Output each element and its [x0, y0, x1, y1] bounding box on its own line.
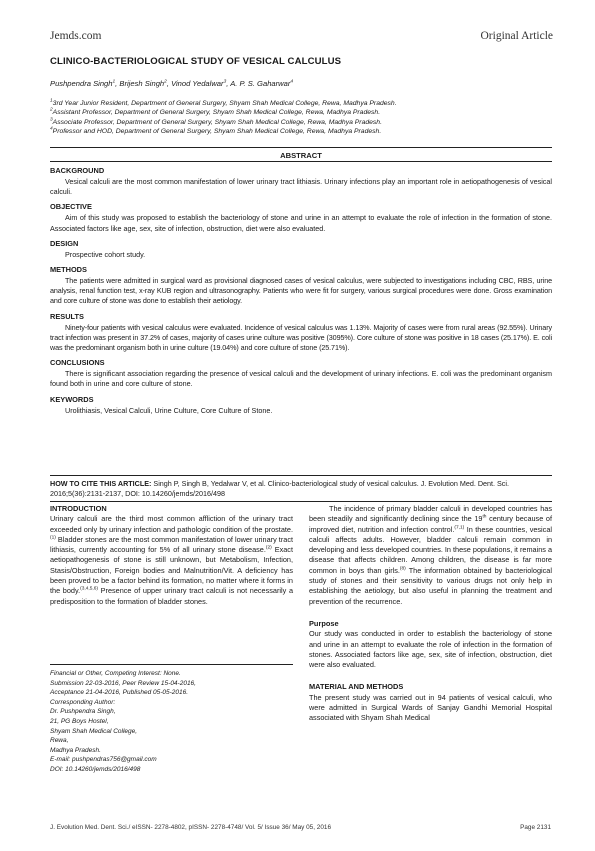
abstract-section-heading: OBJECTIVE	[50, 202, 92, 212]
footer-citation: J. Evolution Med. Dent. Sci./ eISSN- 2278-4802, pISSN- 2278-4748/ Vol. 5/ Issue 36/ May 05, 2016	[50, 824, 331, 831]
intro-paragraph: Urinary calculi are the third most common affliction of the urinary tract exceeded only by urinary infection and pathologic condition of the prostate.$^{(1)}$ Bladder stones are the most common manifestation of lower urinary tract lithiasis, currently accounting for 5% of all urinary stone disease.$^{(2)}$ Exact aetiopathogenesis of stone is still unknown, but Metabolism, Infection, Stasis/Obstruction, Foreign bodies and Malnutrition/Vit. A deficiency has been proved to be a factor behind its formation, no matter where it forms in the body.$^{(3,4,5,6)}$ Presence of upper urinary tract calculi is not necessarily a predisposition to the formation of bladder stones.	[50, 514, 293, 606]
affiliation: $^4$Professor and HOD, Department of General Surgery, Shyam Shah Medical College, Rewa, Madhya Pradesh.	[50, 126, 382, 135]
divider	[50, 475, 552, 476]
divider	[50, 501, 552, 502]
author-name: A. P. S. Gaharwar	[230, 79, 291, 88]
abstract-heading: ABSTRACT	[280, 151, 322, 160]
footnote-block: Financial or Other, Competing Interest: None. Submission 22-03-2016, Peer Review 15-04-2016, Acceptance 21-04-2016, Published 05-05-2016. Corresponding Author: Dr. Pushpendra Singh, 21, PG Boys Hostel, Shyam Shah Medical College, Rewa, Madhya Pradesh. E-mail: pushpendras756@gmail.com DOI: 10.14260/jemds/2016/498	[50, 669, 293, 775]
abstract-section-heading: CONCLUSIONS	[50, 358, 105, 368]
corresponding-email: E-mail: pushpendras756@gmail.com	[50, 756, 157, 764]
methods-paragraph: The present study was carried out in 94 patients of vesical calculi, who were admitted in Surgical Wards of Sanjay Gandhi Memorial Hospital associated with Shyam Shah Medical	[309, 692, 552, 723]
abstract-body	[50, 166, 552, 416]
footnote-divider	[50, 664, 293, 665]
abstract-section-text: Vesical calculi are the most common manifestation of lower urinary tract lithiasis. Urinary infections play an important role in aetiopathogenesis of vesical calculi.	[50, 177, 552, 197]
abstract-section-text: Prospective cohort study.	[65, 249, 146, 259]
abstract-section-heading: RESULTS	[50, 311, 84, 321]
author-list: Pushpendra Singh$^1$, Brijesh Singh$^2$, Vinod Yedalwar$^3$, A. P. S. Gaharwar$^4$	[50, 79, 294, 88]
abstract-section-heading: METHODS	[50, 265, 87, 275]
body-paragraph: The incidence of primary bladder calculi in developed countries has been steadily and significantly declining since the 19th century because of improved diet, nutrition and infection control.$^{(7,1)}$ In these countries, vesical calculi affects adults. However, bladder calculi remain common in developing and less developed countries. In these populations, it remains a disease that affects children. Among children, the disease is far more common in boys than girls.$^{(8)}$ The information obtained by bacteriological study of stones and their sensitivity to various drugs not only help in establishing the aetiology, but also useful in planning the treatment and prevention of the recurrence.	[309, 504, 553, 606]
affiliation: $^2$Assistant Professor, Department of General Surgery, Shyam Shah Medical College, Rewa, Madhya Pradesh.	[50, 108, 381, 117]
abstract-section-text: Urolithiasis, Vesical Calculi, Urine Culture, Core Culture of Stone.	[65, 405, 273, 415]
divider	[50, 161, 552, 162]
left-column	[50, 504, 293, 607]
abstract-section-heading: KEYWORDS	[50, 394, 94, 404]
abstract-section-heading: DESIGN	[50, 238, 79, 248]
abstract-section-text: Aim of this study was proposed to establish the bacteriology of stone and urine in an attempt to evaluate the role of infection in the formation of stone. Associated factors like age, sex, site of infection, obstruction, diet were also evaluated.	[50, 213, 552, 233]
article-title: CLINICO-BACTERIOLOGICAL STUDY OF VESICAL CALCULUS	[50, 56, 342, 67]
author-name: Brijesh Singh	[119, 79, 165, 88]
abstract-section-text: Ninety-four patients with vesical calculus were evaluated. Incidence of vesical calculus was 1.13%. Majority of cases were from rural areas (92.55%). Urinary tract infection was present in 37.2% of cases, majority of cases urine culture was positive (3095%). Core culture of stone was positive in 18 cases (25.17%). E. coli was the predominant organism both in urine culture (19.04%) and core culture of stone (25.71%).	[50, 322, 552, 353]
affiliation: $^3$Associate Professor, Department of General Surgery, Shyam Shah Medical College, Rewa, Madhya Pradesh.	[50, 117, 382, 126]
abstract-section-text: The patients were admitted in surgical ward as provisional diagnosed cases of vesical calculus, were subjected to investigations including CBC, RBS, urine analysis, renal function test, x-ray KUB region and ultrasonography. Patients who were fit for surgery, various surgical procedures were done. Gross examination and core culture of stone was done to establish their aetiology.	[50, 276, 552, 306]
page-number: Page 2131	[520, 824, 551, 831]
section-heading-purpose: Purpose	[309, 618, 339, 628]
abstract-section-text: There is significant association regarding the presence of vesical calculi and the development of urinary infections. E. coli was the predominant organism found both in urine and core culture of stone.	[50, 369, 552, 389]
affiliation: $^1$3rd Year Junior Resident, Department of General Surgery, Shyam Shah Medical College, Rewa, Madhya Pradesh.	[50, 98, 397, 107]
section-heading-methods: MATERIAL AND METHODS	[309, 682, 404, 692]
author-name: Pushpendra Singh	[50, 79, 113, 88]
right-column	[309, 504, 552, 724]
author-name: Vinod Yedalwar	[171, 79, 224, 88]
abstract-section-heading: BACKGROUND	[50, 166, 105, 175]
divider	[50, 147, 552, 148]
how-to-cite	[50, 479, 552, 499]
purpose-paragraph: Our study was conducted in order to establish the bacteriology of stone and urine in an attempt to evaluate the role of infection in the formation of stones. Associated factors like age, sex, site of infection, obstruction, diet were also evaluated.	[309, 629, 552, 670]
affiliations	[50, 99, 397, 136]
article-type: Original Article	[480, 30, 553, 42]
doi: DOI: 10.14260/jemds/2016/498	[50, 765, 141, 773]
how-to-cite-label: HOW TO CITE THIS ARTICLE:	[50, 479, 152, 488]
how-to-cite-text: Singh P, Singh B, Yedalwar V, et al. Clinico-bacteriological study of vesical calculus. J. Evolution Med. Dent. Sci. 2016;5(36):2131-2137, DOI: 10.14260/jemds/2016/498	[50, 479, 509, 499]
journal-site: Jemds.com	[50, 30, 102, 42]
section-heading-introduction: INTRODUCTION	[50, 504, 107, 513]
